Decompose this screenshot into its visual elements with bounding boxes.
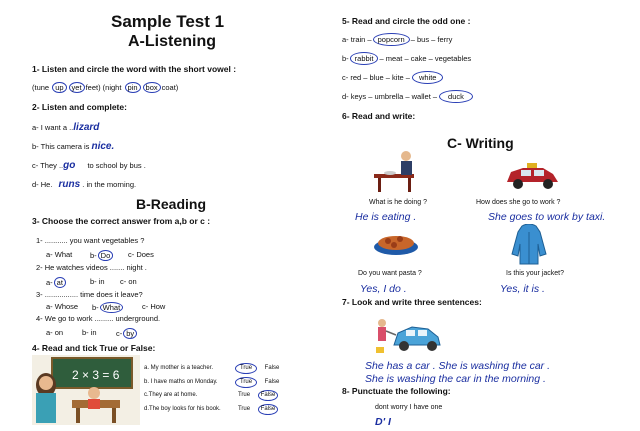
q6-question-3: Do you want pasta ? xyxy=(358,270,422,277)
q2-b-prefix: b- This camera is xyxy=(32,142,90,151)
q2-d-prefix: d- He. xyxy=(32,180,53,189)
q8-sentence: dont worry I have one xyxy=(375,404,443,411)
q1-word-yet: yet xyxy=(69,82,85,93)
q5-d-prefix: d- keys – umbrella – wallet – xyxy=(342,92,438,101)
board-text: 2 × 3 = 6 xyxy=(72,368,120,382)
tf-statement: b. I have maths on Monday. xyxy=(144,378,218,385)
tf-true: True xyxy=(237,392,251,398)
q5-a-odd-circled: popcorn xyxy=(373,33,410,46)
q5-b xyxy=(342,52,471,65)
tf-statement: d.The boy looks for his book. xyxy=(144,405,221,412)
q5-a-prefix: a- train – xyxy=(342,35,372,44)
q2-c xyxy=(32,160,146,171)
q3-item2-c: c- on xyxy=(120,277,137,286)
q2-d-answer: runs xyxy=(58,179,81,190)
washing-car-illustration xyxy=(372,313,444,355)
q5-b-odd-circled: rabbit xyxy=(350,52,379,65)
q3-item1-b-circled: Do xyxy=(98,250,114,261)
tf-statement: a. My mother is a teacher. xyxy=(144,365,214,371)
q3-item4-c xyxy=(116,328,138,339)
q1-open: (tune xyxy=(32,83,50,92)
q2-d xyxy=(32,179,136,190)
tf-row xyxy=(144,376,279,390)
tf-true-circled: True xyxy=(235,363,257,374)
q3-item3-b xyxy=(92,302,124,313)
tf-row xyxy=(144,403,279,417)
q2-label: 2- Listen and complete: xyxy=(32,102,127,112)
tf-false: False xyxy=(264,378,280,385)
q3-item2-a xyxy=(46,277,67,288)
q1-word-pin: pin xyxy=(125,82,141,93)
q3-item4-c-prefix: c- xyxy=(116,329,123,338)
q6-answer-4: Yes, it is . xyxy=(500,283,545,295)
q5-label: 5- Read and circle the odd one : xyxy=(342,16,471,26)
q3-label: 3- Choose the correct answer from a,b or c : xyxy=(32,216,211,226)
tf-statement: c.They are at home. xyxy=(144,392,198,398)
q5-d xyxy=(342,90,474,103)
q6-question-1: What is he doing ? xyxy=(369,199,427,206)
q2-b-answer: nice. xyxy=(91,141,115,152)
q3-item1-b-prefix: b- xyxy=(90,251,97,260)
q3-item2-a-prefix: a- xyxy=(46,278,53,287)
q2-c-prefix: c- They .. xyxy=(32,161,64,170)
tf-false: False xyxy=(264,365,280,371)
q6-answer-2: She goes to work by taxi. xyxy=(488,211,606,223)
q3-item2-b: b- in xyxy=(90,277,105,286)
q2-d-suffix: . in the morning. xyxy=(82,180,137,189)
tf-row xyxy=(144,389,279,403)
q6-answer-1: He is eating . xyxy=(355,211,417,223)
q3-item3-b-circled: What xyxy=(100,302,124,313)
q7-sentence-2: She is washing the car in the morning . xyxy=(365,373,546,385)
q6-label: 6- Read and write: xyxy=(342,111,416,121)
classroom-illustration xyxy=(32,355,140,425)
q3-item2-stem: 2- He watches videos ....... night . xyxy=(36,263,147,272)
listening-header: A-Listening xyxy=(128,33,216,50)
q8-answer-partial: D' I xyxy=(375,416,391,428)
q5-c-prefix: c- red – blue – kite – xyxy=(342,73,410,82)
pasta-illustration xyxy=(372,225,420,257)
q5-a xyxy=(342,33,452,46)
q5-c xyxy=(342,71,444,84)
q5-b-prefix: b- xyxy=(342,54,349,63)
q3-item1-a: a- What xyxy=(46,250,73,259)
q3-item1-b xyxy=(90,250,114,261)
q6-question-4: Is this your jacket? xyxy=(506,270,564,277)
reading-header: B-Reading xyxy=(136,196,206,212)
jacket-illustration xyxy=(510,224,548,266)
q5-a-suffix: – bus – ferry xyxy=(410,35,453,44)
q3-item4-stem: 4- We go to work ......... underground. xyxy=(36,314,161,323)
q3-item3-b-prefix: b- xyxy=(92,303,99,312)
writing-header: C- Writing xyxy=(447,135,514,151)
q2-a-answer: lizard xyxy=(73,122,100,133)
q3-item1-c: c- Does xyxy=(128,250,154,259)
q4-label: 4- Read and tick True or False: xyxy=(32,343,156,353)
tf-true-circled: True xyxy=(235,377,257,388)
q1-word-box: box xyxy=(143,82,161,93)
q1-words xyxy=(32,82,178,93)
q2-c-answer: go xyxy=(63,160,76,171)
man-eating-illustration xyxy=(370,150,426,192)
q3-item3-stem: 3- ................ time does it leave? xyxy=(36,290,143,299)
q3-item4-c-circled: by xyxy=(123,328,137,339)
tf-false-circled: False xyxy=(258,390,279,401)
page-title: Sample Test 1 xyxy=(111,12,225,31)
q5-d-odd-circled: duck xyxy=(439,90,473,103)
q5-c-odd-circled: white xyxy=(412,71,444,84)
q7-label: 7- Look and write three sentences: xyxy=(342,297,482,307)
q6-answer-3: Yes, I do . xyxy=(360,283,407,295)
q2-c-suffix: to school by bus . xyxy=(87,161,146,170)
tf-table xyxy=(144,362,279,416)
tf-row xyxy=(144,362,279,376)
q8-label: 8- Punctuate the following: xyxy=(342,386,451,396)
taxi-illustration xyxy=(503,160,561,192)
tf-false-circled: False xyxy=(258,404,279,415)
q2-b xyxy=(32,141,114,152)
q3-item4-b: b- in xyxy=(82,328,97,337)
q3-item2-a-circled: at xyxy=(54,277,66,288)
q3-item1-stem: 1- ........... you want vegetables ? xyxy=(36,236,145,245)
q5-b-suffix: – meat – cake – vegetables xyxy=(379,54,472,63)
q1-label: 1- Listen and circle the word with the short vowel : xyxy=(32,64,237,74)
q7-sentence-1: She has a car . She is washing the car . xyxy=(365,360,551,372)
q1-mid: feet) (night xyxy=(85,83,122,92)
q3-item3-a: a- Whose xyxy=(46,302,79,311)
q1-word-up: up xyxy=(52,82,66,93)
q3-item3-c: c- How xyxy=(142,302,166,311)
q6-question-2: How does she go to work ? xyxy=(476,199,561,206)
q2-a-prefix: a- I want a .. xyxy=(32,123,74,132)
q2-a xyxy=(32,122,99,133)
tf-true: True xyxy=(237,405,251,412)
q1-close: coat) xyxy=(161,83,179,92)
q3-item4-a: a- on xyxy=(46,328,64,337)
